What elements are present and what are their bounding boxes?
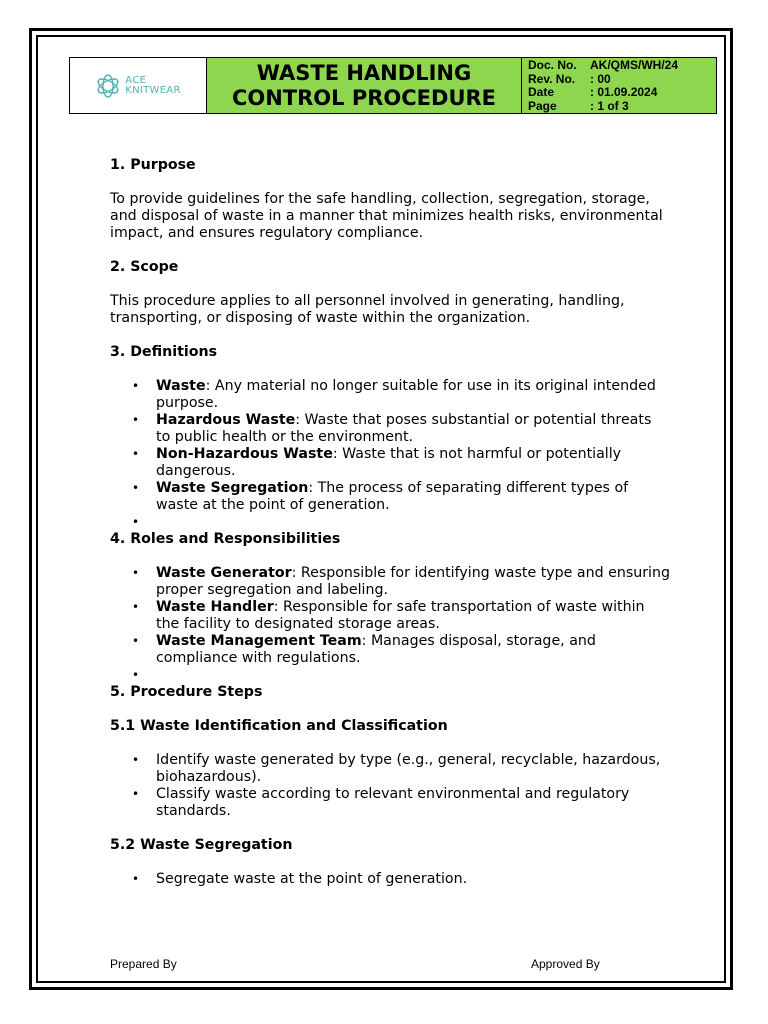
company-logo	[95, 73, 181, 99]
list-item: • Waste Generator: Responsible for identifying waste type and ensuring proper segregation and labeling.	[156, 565, 670, 599]
procedure-sub1-heading: 5.1 Waste Identification and Classification	[110, 718, 448, 734]
document-meta	[522, 58, 716, 113]
logo-line-1: ACE	[125, 74, 147, 86]
meta-rev-no: Rev. No. : 00	[528, 71, 611, 86]
purpose-heading: 1. Purpose	[110, 157, 196, 173]
document-title	[207, 58, 522, 113]
list-item: • Non-Hazardous Waste: Waste that is not harmful or potentially dangerous.	[156, 446, 670, 480]
logo-line-2: KNITWEAR	[125, 84, 181, 96]
title-line-2: CONTROL PROCEDURE	[231, 85, 497, 110]
knit-knot-icon	[95, 73, 121, 99]
meta-page: Page : 1 of 3	[528, 98, 629, 113]
list-item: • Waste Handler: Responsible for safe transportation of waste within the facility to designated storage areas.	[156, 599, 670, 633]
procedure-sub2-heading: 5.2 Waste Segregation	[110, 837, 293, 853]
procedure-heading: 5. Procedure Steps	[110, 684, 263, 700]
logo-cell	[70, 58, 207, 113]
empty-list-item	[156, 514, 670, 531]
document-body	[110, 157, 670, 888]
list-item: • Segregate waste at the point of generation.	[156, 871, 670, 888]
list-item: • Waste: Any material no longer suitable for use in its original intended purpose.	[156, 378, 670, 412]
prepared-by-label: Prepared By	[110, 957, 177, 971]
definitions-list	[110, 378, 670, 531]
list-item: • Waste Segregation: The process of separating different types of waste at the point of generation.	[156, 480, 670, 514]
roles-heading: 4. Roles and Responsibilities	[110, 531, 341, 547]
scope-text: This procedure applies to all personnel involved in generating, handling, transporting, or disposing of waste within the organization.	[110, 293, 625, 326]
meta-doc-no: Doc. No. AK/QMS/WH/24	[528, 58, 679, 72]
list-item: • Identify waste generated by type (e.g., general, recyclable, hazardous, biohazardous).	[156, 752, 670, 786]
procedure-sub1-list	[110, 752, 670, 820]
definitions-heading: 3. Definitions	[110, 344, 218, 360]
purpose-text: To provide guidelines for the safe handling, collection, segregation, storage, and disposal of waste in a manner that minimizes health risks, environmental impact, and ensures regulatory compliance.	[110, 191, 663, 241]
procedure-sub2-list	[110, 871, 670, 888]
list-item: • Waste Management Team: Manages disposal, storage, and compliance with regulations.	[156, 633, 670, 667]
title-line-1: WASTE HANDLING	[256, 60, 472, 85]
document-header	[69, 57, 717, 114]
list-item: • Hazardous Waste: Waste that poses substantial or potential threats to public health or the environment.	[156, 412, 670, 446]
scope-heading: 2. Scope	[110, 259, 179, 275]
roles-list	[110, 565, 670, 684]
empty-list-item	[156, 667, 670, 684]
meta-date: Date : 01.09.2024	[528, 85, 658, 99]
list-item: • Classify waste according to relevant environmental and regulatory standards.	[156, 786, 670, 820]
approved-by-label: Approved By	[531, 957, 600, 971]
